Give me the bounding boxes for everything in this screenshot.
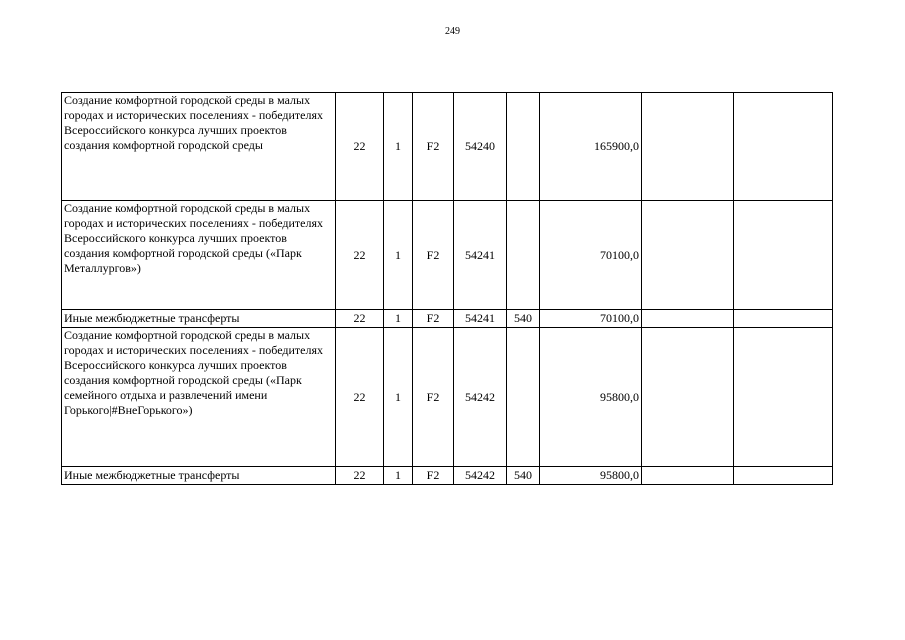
budget-table — [61, 92, 833, 485]
section-code-cell: 22 — [336, 310, 384, 328]
extra-amount-cell-2 — [734, 201, 833, 310]
direction-code-cell: 54242 — [454, 328, 507, 467]
row-name-cell: Создание комфортной городской среды в малых городах и исторических поселениях - победителях Всероссийского конкурса лучших проектов создания комфортной городской среды — [62, 93, 336, 201]
row-name-cell: Иные межбюджетные трансферты — [62, 310, 336, 328]
expense-type-cell — [507, 328, 540, 467]
project-code-cell: F2 — [413, 328, 454, 467]
row-name-cell: Создание комфортной городской среды в малых городах и исторических поселениях - победителях Всероссийского конкурса лучших проектов создания комфортной городской среды («Парк семейного отдыха и развлечений имени Горького|#ВнеГорького») — [62, 328, 336, 467]
extra-amount-cell-1 — [642, 93, 734, 201]
direction-code-cell: 54241 — [454, 310, 507, 328]
page-number: 249 — [445, 26, 460, 37]
extra-amount-cell-1 — [642, 328, 734, 467]
direction-code-cell: 54240 — [454, 93, 507, 201]
subsection-code-cell: 1 — [384, 328, 413, 467]
project-code-cell: F2 — [413, 201, 454, 310]
extra-amount-cell-2 — [734, 467, 833, 485]
project-code-cell: F2 — [413, 93, 454, 201]
subsection-code-cell: 1 — [384, 93, 413, 201]
row-name-cell: Иные межбюджетные трансферты — [62, 467, 336, 485]
amount-cell: 95800,0 — [540, 328, 642, 467]
extra-amount-cell-1 — [642, 467, 734, 485]
expense-type-cell — [507, 201, 540, 310]
table-row — [62, 328, 833, 467]
amount-cell: 70100,0 — [540, 310, 642, 328]
table-row — [62, 310, 833, 328]
direction-code-cell: 54241 — [454, 201, 507, 310]
table-row — [62, 201, 833, 310]
extra-amount-cell-2 — [734, 310, 833, 328]
subsection-code-cell: 1 — [384, 467, 413, 485]
section-code-cell: 22 — [336, 93, 384, 201]
amount-cell: 95800,0 — [540, 467, 642, 485]
project-code-cell: F2 — [413, 467, 454, 485]
project-code-cell: F2 — [413, 310, 454, 328]
expense-type-cell: 540 — [507, 467, 540, 485]
table-row — [62, 93, 833, 201]
subsection-code-cell: 1 — [384, 310, 413, 328]
expense-type-cell: 540 — [507, 310, 540, 328]
direction-code-cell: 54242 — [454, 467, 507, 485]
extra-amount-cell-1 — [642, 310, 734, 328]
expense-type-cell — [507, 93, 540, 201]
extra-amount-cell-1 — [642, 201, 734, 310]
amount-cell: 165900,0 — [540, 93, 642, 201]
section-code-cell: 22 — [336, 467, 384, 485]
extra-amount-cell-2 — [734, 93, 833, 201]
amount-cell: 70100,0 — [540, 201, 642, 310]
section-code-cell: 22 — [336, 328, 384, 467]
subsection-code-cell: 1 — [384, 201, 413, 310]
table-row — [62, 467, 833, 485]
section-code-cell: 22 — [336, 201, 384, 310]
row-name-cell: Создание комфортной городской среды в малых городах и исторических поселениях - победителях Всероссийского конкурса лучших проектов создания комфортной городской среды («Парк Металлургов») — [62, 201, 336, 310]
extra-amount-cell-2 — [734, 328, 833, 467]
